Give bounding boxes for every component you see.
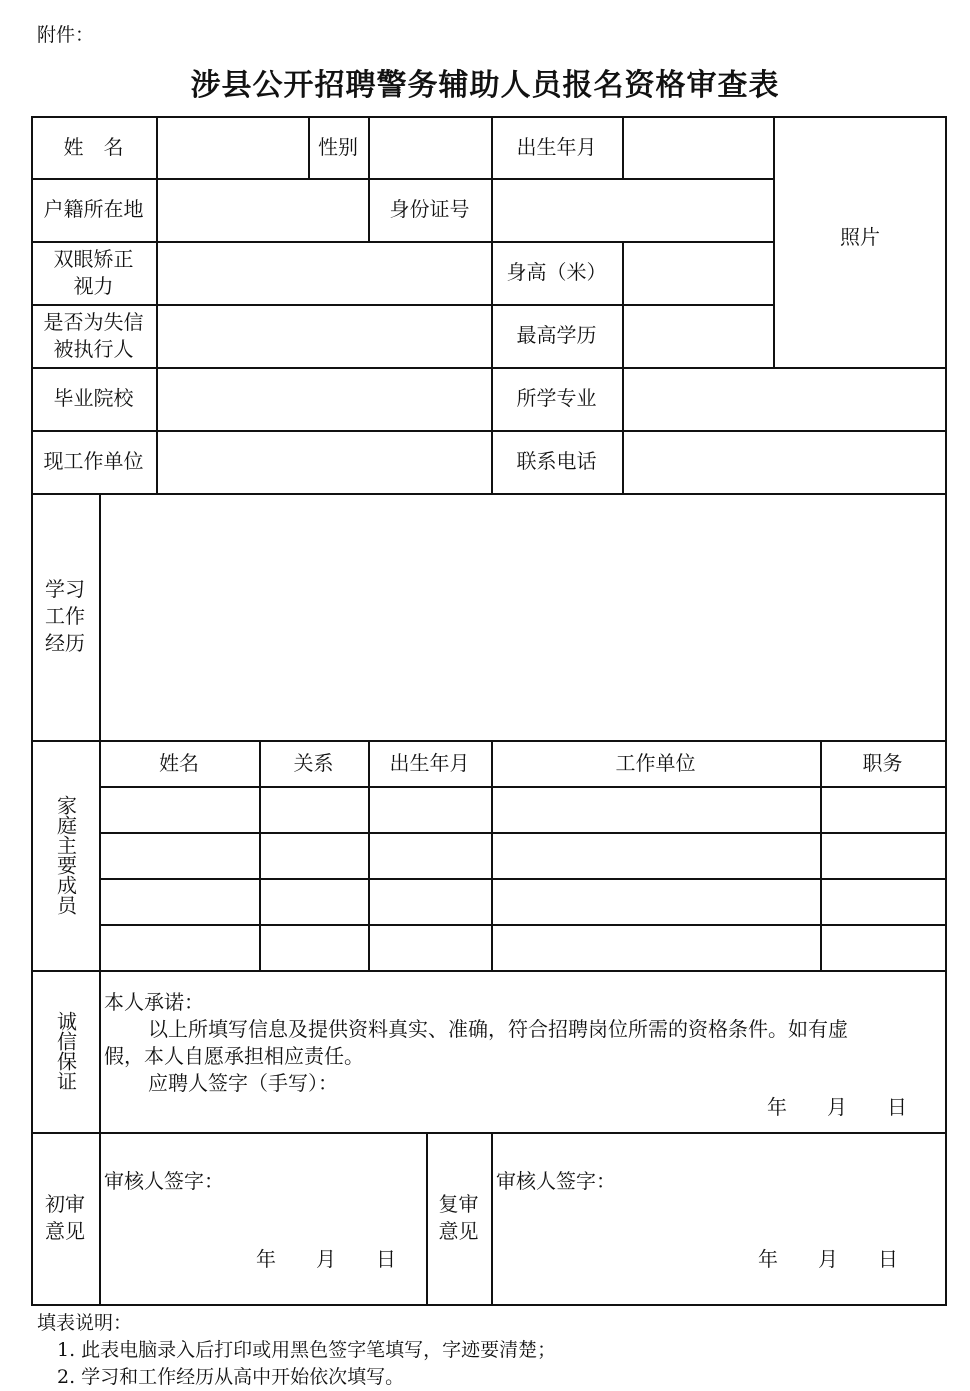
gender-label: 性别: [318, 134, 358, 159]
photo-label: 照片: [840, 225, 880, 249]
employer-input[interactable]: [158, 432, 491, 493]
first-reviewer-signature[interactable]: 审核人签字：: [104, 1169, 224, 1193]
school-label: 毕业院校: [53, 386, 134, 410]
height-label: 身高（米）: [506, 260, 607, 284]
notes-title: 填表说明：: [37, 1312, 133, 1334]
name-label: 姓 名: [63, 134, 124, 159]
experience-input[interactable]: [101, 495, 945, 740]
height-input[interactable]: [624, 243, 773, 304]
pledge-text-1: 以上所填写信息及提供资料真实、准确，符合招聘岗位所需的资格条件。如有虚: [148, 1017, 848, 1041]
family-header-relation: 关系: [293, 750, 334, 775]
second-reviewer-signature[interactable]: 审核人签字：: [496, 1169, 616, 1193]
application-form: [31, 116, 947, 1306]
photo-box[interactable]: [775, 118, 945, 367]
form-notes: [37, 1310, 556, 1391]
family-row[interactable]: [101, 834, 943, 878]
hukou-input[interactable]: [158, 180, 368, 241]
family-label: 家庭主要成员: [53, 795, 78, 915]
family-row[interactable]: [101, 788, 943, 832]
second-review-date: 年 月 日: [758, 1247, 898, 1271]
hukou-label: 户籍所在地: [43, 197, 144, 221]
education-input[interactable]: [624, 306, 773, 367]
name-input[interactable]: [158, 118, 308, 178]
major-input[interactable]: [624, 369, 945, 430]
major-label: 所学专业: [516, 386, 597, 410]
education-label: 最高学历: [516, 323, 597, 347]
dishonest-input[interactable]: [158, 306, 491, 367]
family-row[interactable]: [101, 880, 943, 924]
id-number-label: 身份证号: [389, 197, 470, 221]
note-item-2: 2. 学习和工作经历从高中开始依次填写。: [57, 1366, 405, 1388]
birth-label: 出生年月: [516, 134, 597, 159]
phone-label: 联系电话: [516, 449, 597, 473]
experience-label: 学习 工作 经历: [45, 577, 85, 655]
first-review-label: 初审 意见: [45, 1192, 85, 1243]
vision-label: 双眼矫正 视力: [53, 246, 134, 298]
applicant-signature[interactable]: 应聘人签字（手写）：: [148, 1071, 338, 1095]
form-title: 涉县公开招聘警务辅助人员报名资格审查表: [190, 68, 780, 103]
pledge-date: 年 月 日: [767, 1095, 907, 1119]
family-header-position: 职务: [862, 750, 903, 775]
family-header-employer: 工作单位: [615, 750, 696, 775]
id-number-input[interactable]: [493, 180, 773, 241]
birth-input[interactable]: [624, 118, 773, 178]
family-header-birth: 出生年月: [389, 750, 470, 775]
family-header-name: 姓名: [159, 750, 199, 775]
family-row[interactable]: [101, 926, 943, 970]
school-input[interactable]: [158, 369, 491, 430]
second-review-label: 复审 意见: [438, 1192, 479, 1243]
pledge-text-2: 假，本人自愿承担相应责任。: [104, 1044, 364, 1068]
note-item-1: 1. 此表电脑录入后打印或用黑色签字笔填写，字迹要清楚；: [57, 1339, 557, 1361]
employer-label: 现工作单位: [43, 449, 144, 473]
attachment-label: 附件：: [37, 24, 95, 46]
phone-input[interactable]: [624, 432, 945, 493]
dishonest-label: 是否为失信 被执行人: [43, 309, 144, 361]
integrity-label: 诚信保证: [53, 1011, 78, 1091]
first-review-date: 年 月 日: [256, 1247, 396, 1271]
gender-input[interactable]: [370, 118, 491, 178]
vision-input[interactable]: [158, 243, 491, 304]
pledge-title: 本人承诺：: [104, 990, 204, 1014]
